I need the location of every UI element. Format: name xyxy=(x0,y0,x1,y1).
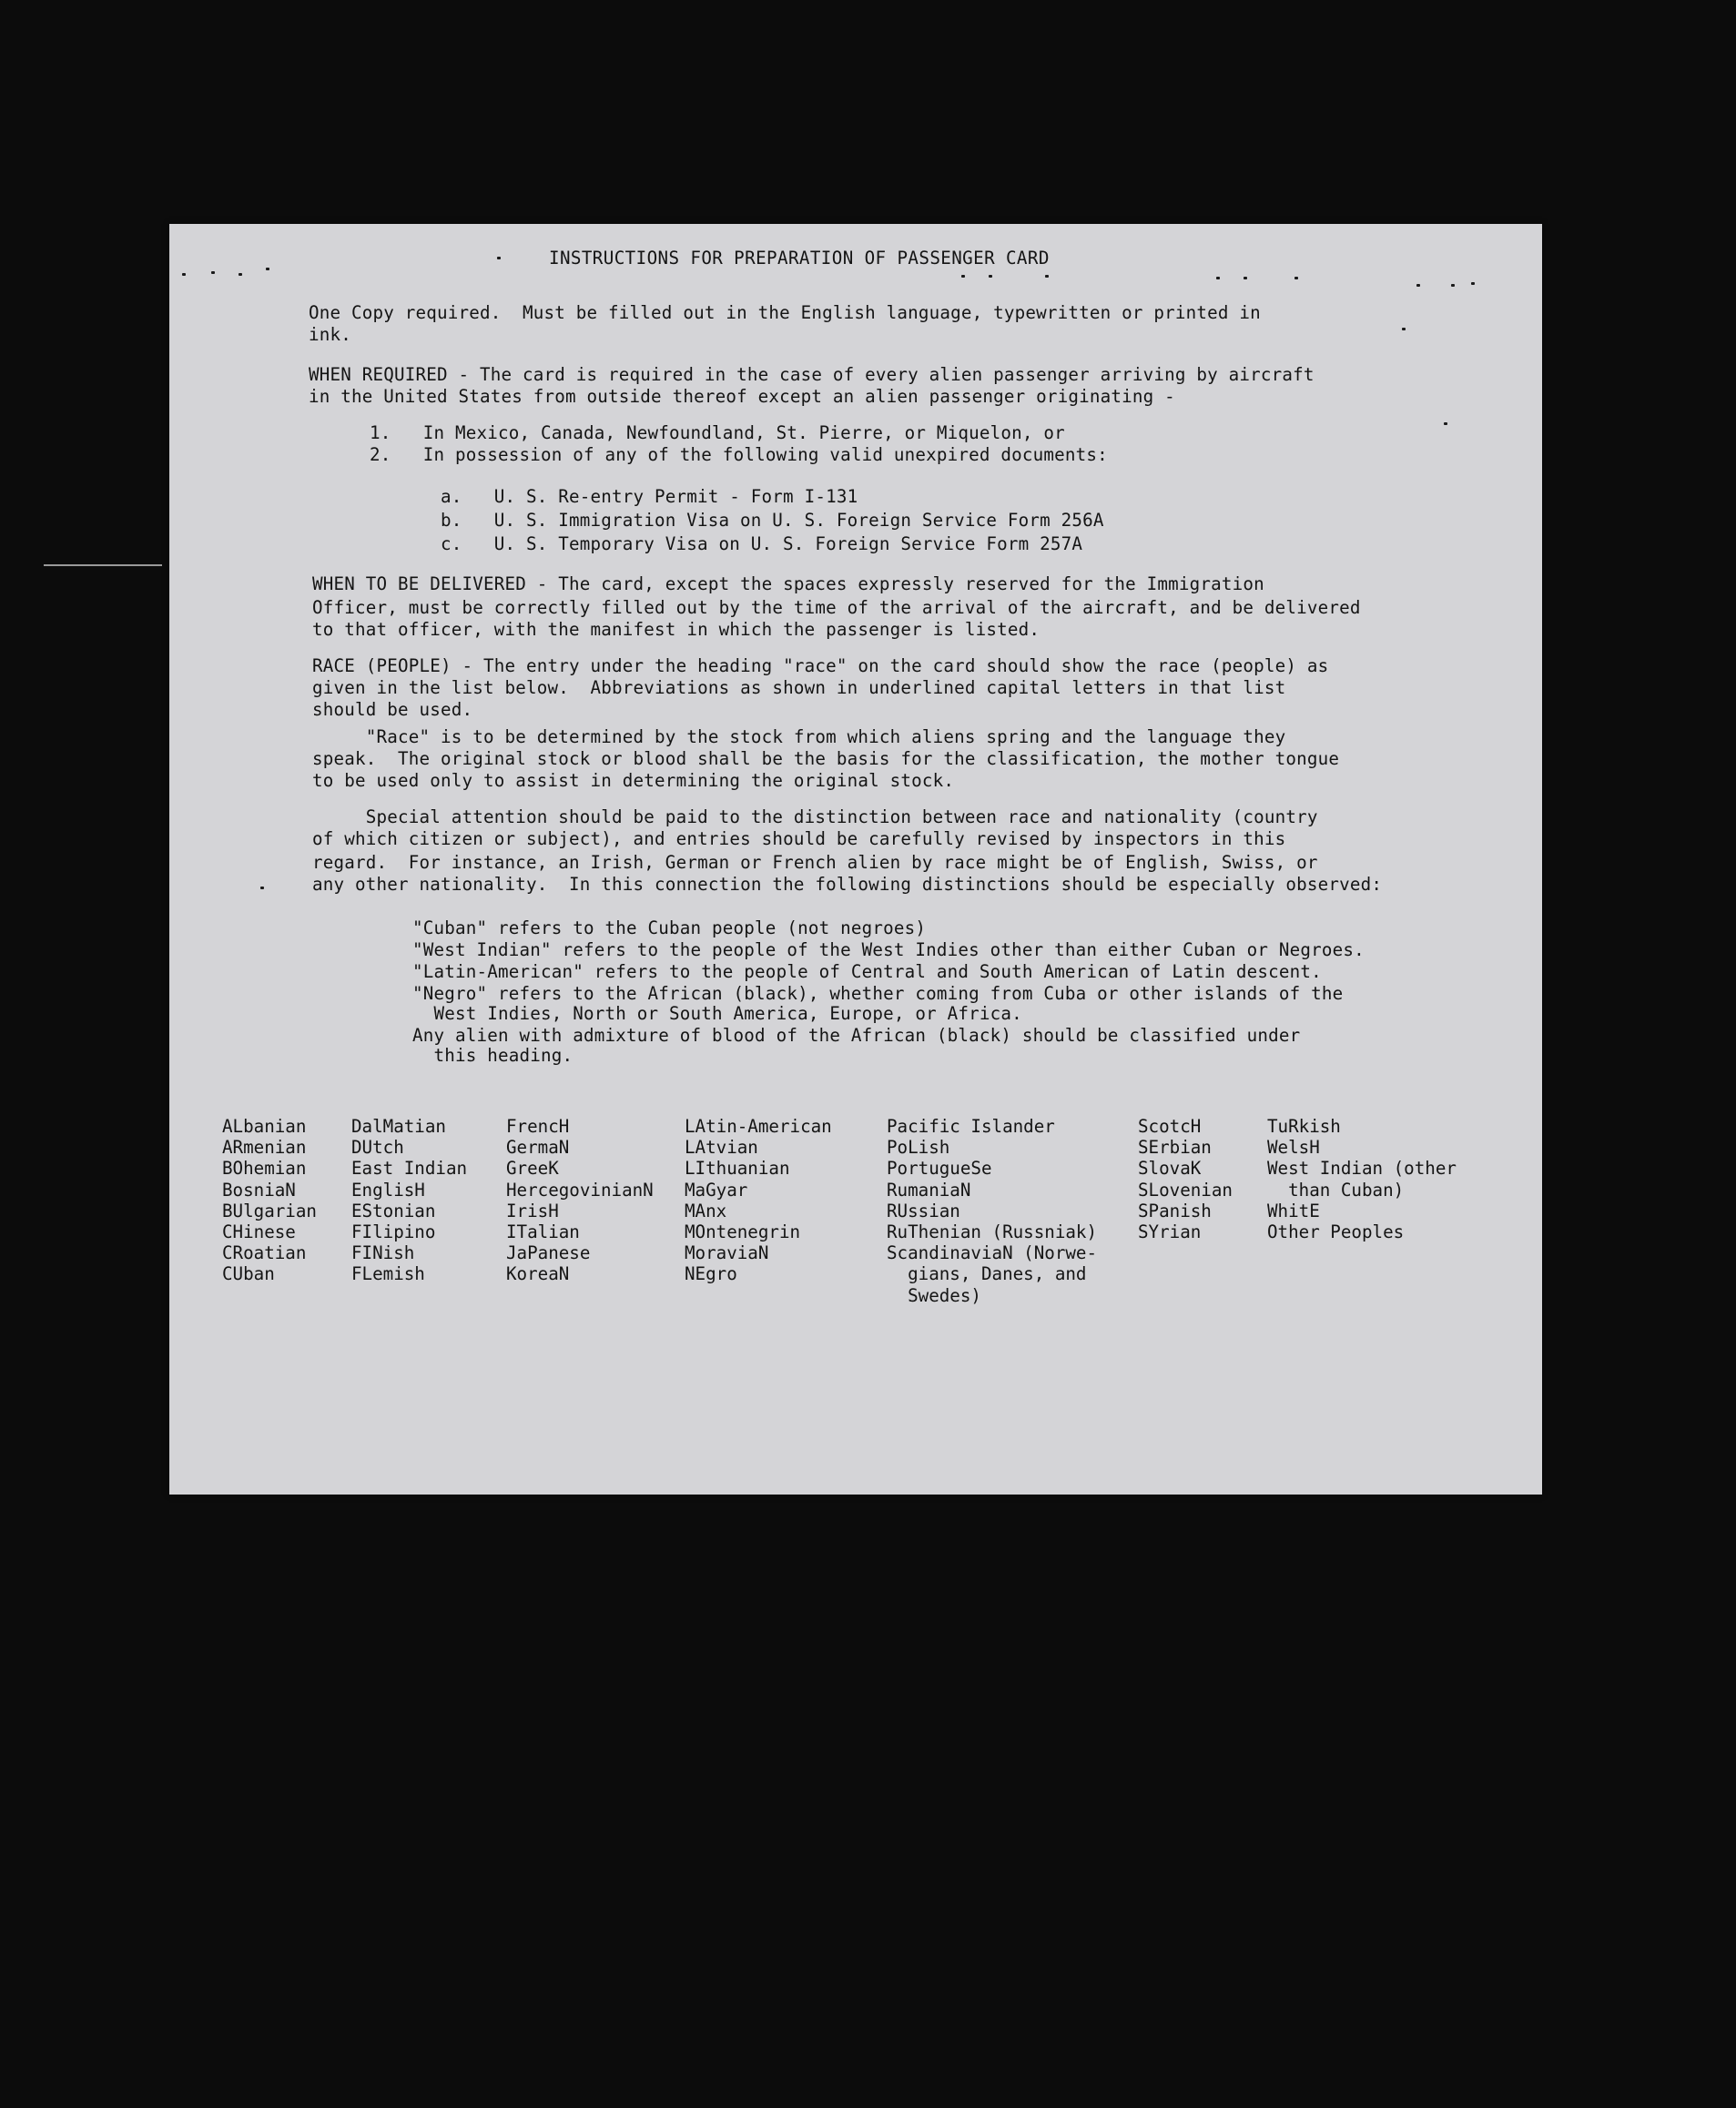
scan-speck xyxy=(989,275,992,278)
race-determined-line-1: "Race" is to be determined by the stock from which aliens spring and the language they xyxy=(312,726,1286,747)
race-list-item: gians, Danes, and xyxy=(887,1263,1087,1285)
race-list-item: FrencH xyxy=(506,1116,570,1137)
race-list-item: LAtin-American xyxy=(685,1116,832,1137)
race-list-item: WhitE xyxy=(1267,1200,1320,1221)
scan-speck xyxy=(266,268,269,270)
scan-speck xyxy=(1045,275,1049,278)
race-list-item: CRoatian xyxy=(222,1242,307,1264)
document-item-c: c. U. S. Temporary Visa on U. S. Foreign Service Form 257A xyxy=(441,533,1083,554)
race-determined-line-2: speak. The original stock or blood shall be the basis for the classification, the mother tongue xyxy=(312,748,1340,769)
race-list-column-3 xyxy=(506,1116,654,1285)
distinction-line-3: "Latin-American" refers to the people of Central and South American of Latin descent. xyxy=(412,961,1322,982)
race-list-item: GreeK xyxy=(506,1158,559,1180)
distinction-line-4: "Negro" refers to the African (black), whether coming from Cuba or other islands of the xyxy=(412,983,1344,1004)
race-list-item: Swedes) xyxy=(887,1284,981,1306)
distinction-line-7: this heading. xyxy=(412,1045,574,1066)
scan-speck xyxy=(1294,277,1298,279)
race-list-item: FLemish xyxy=(351,1263,425,1285)
distinction-line-5: West Indies, North or South America, Europe, or Africa. xyxy=(412,1003,1022,1024)
when-required-line-1: WHEN REQUIRED - The card is required in the case of every alien passenger arriving by aircraft xyxy=(309,364,1315,385)
race-list-item: LAtvian xyxy=(685,1137,758,1159)
when-delivered-line-2: Officer, must be correctly filled out by the time of the arrival of the aircraft, and be delivered xyxy=(312,597,1361,618)
race-list-item: ARmenian xyxy=(222,1137,307,1159)
race-list-item: NEgro xyxy=(685,1263,737,1285)
race-list-item: BosniaN xyxy=(222,1179,296,1201)
race-list-item: ScandinaviaN (Norwe- xyxy=(887,1242,1098,1264)
race-list-item: DalMatian xyxy=(351,1116,446,1137)
race-list-item: HercegovinianN xyxy=(506,1179,654,1201)
race-people-line-1: RACE (PEOPLE) - The entry under the heading "race" on the card should show the race (people) as xyxy=(312,655,1329,676)
race-determined-line-3: to be used only to assist in determining the original stock. xyxy=(312,770,955,791)
race-list-item: East Indian xyxy=(351,1158,468,1180)
race-list-item: FINish xyxy=(351,1242,415,1264)
scan-edge-line xyxy=(44,564,162,566)
document-title: INSTRUCTIONS FOR PREPARATION OF PASSENGER CARD xyxy=(549,248,1050,269)
distinction-line-2: "West Indian" refers to the people of the West Indies other than either Cuban or Negroes. xyxy=(412,939,1365,960)
scan-speck xyxy=(1216,277,1220,279)
race-list-item: MoraviaN xyxy=(685,1242,769,1264)
race-list-item: DUtch xyxy=(351,1137,404,1159)
special-attention-line-1: Special attention should be paid to the distinction between race and nationality (country xyxy=(312,806,1318,827)
scan-speck xyxy=(1402,328,1406,330)
scan-speck xyxy=(260,887,264,889)
race-list-column-4 xyxy=(685,1116,832,1285)
special-attention-line-4: any other nationality. In this connection the following distinctions should be especially observed: xyxy=(312,874,1383,895)
when-required-line-2: in the United States from outside thereof except an alien passenger originating - xyxy=(309,386,1175,407)
race-list-item: SErbian xyxy=(1138,1137,1212,1159)
race-list-column-5 xyxy=(887,1116,1097,1306)
copy-required-line-1: One Copy required. Must be filled out in the English language, typewritten or printed in xyxy=(309,302,1261,323)
race-list-item: ALbanian xyxy=(222,1116,307,1137)
race-list-item: BOhemian xyxy=(222,1158,307,1180)
race-people-line-3: should be used. xyxy=(312,699,473,720)
race-list-item: CHinese xyxy=(222,1221,296,1243)
race-list-column-2 xyxy=(351,1116,467,1285)
scan-speck xyxy=(211,271,215,274)
race-list-item: EnglisH xyxy=(351,1179,425,1201)
race-list-item: EStonian xyxy=(351,1200,436,1221)
race-list-item: RUssian xyxy=(887,1200,960,1221)
scan-speck xyxy=(1244,277,1247,279)
race-list-item: BUlgarian xyxy=(222,1200,317,1221)
race-list-column-7 xyxy=(1267,1116,1457,1242)
race-list-item: West Indian (other xyxy=(1267,1158,1457,1180)
document-item-b: b. U. S. Immigration Visa on U. S. Foreign Service Form 256A xyxy=(441,510,1104,531)
scan-speck xyxy=(961,275,965,278)
scan-speck xyxy=(1416,284,1420,287)
scan-speck xyxy=(182,273,186,276)
race-list-item: CUban xyxy=(222,1263,275,1285)
scan-speck xyxy=(1451,284,1455,287)
scan-speck xyxy=(497,257,501,259)
race-list-item: IrisH xyxy=(506,1200,559,1221)
race-list-item: SLovenian xyxy=(1138,1179,1233,1201)
race-list-item: LIthuanian xyxy=(685,1158,790,1180)
race-list-item: ScotcH xyxy=(1138,1116,1202,1137)
race-list-item: SYrian xyxy=(1138,1221,1202,1243)
special-attention-line-3: regard. For instance, an Irish, German or French alien by race might be of English, Swiss, or xyxy=(312,852,1318,873)
numbered-item-1: 1. In Mexico, Canada, Newfoundland, St. Pierre, or Miquelon, or xyxy=(370,422,1065,443)
race-list-item: FIlipino xyxy=(351,1221,436,1243)
distinction-line-1: "Cuban" refers to the Cuban people (not negroes) xyxy=(412,917,927,938)
race-list-item: MAnx xyxy=(685,1200,727,1221)
race-list-item: SlovaK xyxy=(1138,1158,1202,1180)
race-list-item: PoLish xyxy=(887,1137,950,1159)
document-item-a: a. U. S. Re-entry Permit - Form I-131 xyxy=(441,486,858,507)
race-list-column-1 xyxy=(222,1116,317,1285)
special-attention-line-2: of which citizen or subject), and entries should be carefully revised by inspectors in this xyxy=(312,828,1286,849)
race-list-item: SPanish xyxy=(1138,1200,1212,1221)
race-list-item: RuThenian (Russniak) xyxy=(887,1221,1098,1243)
passenger-card-instructions xyxy=(169,224,1542,1495)
race-list-item: than Cuban) xyxy=(1267,1179,1405,1201)
race-list-item: WelsH xyxy=(1267,1137,1320,1159)
scan-speck xyxy=(1471,282,1475,285)
race-list-item: MaGyar xyxy=(685,1179,748,1201)
race-list-column-6 xyxy=(1138,1116,1233,1242)
race-list-item: KoreaN xyxy=(506,1263,570,1285)
when-delivered-line-1: WHEN TO BE DELIVERED - The card, except the spaces expressly reserved for the Immigration xyxy=(312,573,1264,594)
copy-required-line-2: ink. xyxy=(309,324,352,345)
race-list-item: Pacific Islander xyxy=(887,1116,1055,1137)
race-list-item: TuRkish xyxy=(1267,1116,1341,1137)
distinction-line-6: Any alien with admixture of blood of the African (black) should be classified under xyxy=(412,1025,1301,1046)
numbered-item-2: 2. In possession of any of the following valid unexpired documents: xyxy=(370,444,1108,465)
race-list-item: MOntenegrin xyxy=(685,1221,801,1243)
race-list-item: JaPanese xyxy=(506,1242,591,1264)
scan-speck xyxy=(1444,422,1447,425)
scan-speck xyxy=(239,273,242,276)
race-list-item: PortugueSe xyxy=(887,1158,992,1180)
when-delivered-line-3: to that officer, with the manifest in which the passenger is listed. xyxy=(312,619,1041,640)
race-people-line-2: given in the list below. Abbreviations as shown in underlined capital letters in that list xyxy=(312,677,1286,698)
race-list-item: ITalian xyxy=(506,1221,580,1243)
race-list-item: GermaN xyxy=(506,1137,570,1159)
race-list-item: RumaniaN xyxy=(887,1179,971,1201)
race-list-item: Other Peoples xyxy=(1267,1221,1405,1243)
